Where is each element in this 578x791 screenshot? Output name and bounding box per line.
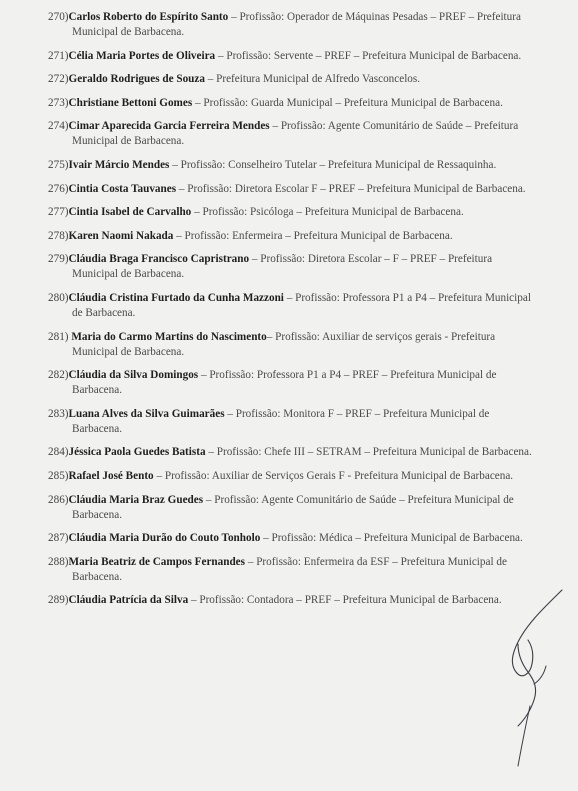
list-item [48, 555, 532, 585]
entry-number: 273) [48, 96, 69, 109]
entry-name: Cláudia Maria Braz Guedes [68, 493, 204, 506]
entry-details: – Profissão: Diretora Escolar F – PREF – Prefeitura Municipal de Barbacena. [176, 182, 526, 195]
entry-details: – Prefeitura Municipal de Alfredo Vasconcelos. [204, 73, 421, 86]
entry-number: 289) [48, 594, 69, 607]
entry-details: – Profissão: Professora P1 a P4 – PREF – Prefeitura Municipal de Barbacena. [72, 369, 497, 397]
list-item [48, 205, 532, 220]
list-item [48, 229, 532, 244]
entry-details: – Profissão: Diretora Escolar – F – PREF – Prefeitura Municipal de Barbacena. [72, 253, 493, 281]
entry-name: Luana Alves da Silva Guimarães [68, 407, 225, 420]
entry-number: 283) [48, 407, 69, 420]
entry-number: 285) [48, 469, 69, 482]
list-item [48, 368, 532, 398]
entry-name: Geraldo Rodrigues de Souza [68, 73, 205, 86]
entry-name: Cláudia da Silva Domingos [68, 369, 199, 382]
list-item [48, 182, 532, 197]
list-item [48, 252, 532, 282]
entry-name: Maria Beatriz de Campos Fernandes [68, 555, 246, 568]
list-item [48, 330, 532, 360]
entry-name: Maria do Carmo Martins do Nascimento [71, 330, 267, 343]
entry-details: – Profissão: Professora P1 a P4 – Prefeitura Municipal de Barbacena. [72, 291, 531, 319]
entry-details: – Profissão: Operador de Máquinas Pesadas – PREF – Prefeitura Municipal de Barbacena. [72, 11, 521, 38]
entry-details: – Profissão: Conselheiro Tutelar – Prefeitura Municipal de Ressaquinha. [169, 158, 497, 171]
entry-details: – Profissão: Psicóloga – Prefeitura Municipal de Barbacena. [191, 206, 464, 219]
entry-name: Carlos Roberto do Espírito Santo [68, 11, 229, 23]
entry-number: 281) [48, 330, 72, 343]
entry-number: 276) [48, 182, 69, 195]
list-item [48, 445, 532, 460]
list-item [48, 72, 532, 87]
entry-name: Ivair Márcio Mendes [68, 158, 170, 171]
list-item [48, 531, 532, 546]
entry-number: 277) [48, 206, 69, 219]
entry-number: 272) [48, 73, 69, 86]
entry-number: 270) [48, 11, 69, 23]
entry-number: 271) [48, 49, 69, 62]
entry-details: – Profissão: Guarda Municipal – Prefeitura Municipal de Barbacena. [192, 96, 503, 109]
entry-number: 284) [48, 446, 69, 459]
entry-details: – Profissão: Enfermeira da ESF – Prefeitura Municipal de Barbacena. [72, 555, 507, 583]
list-item [48, 96, 532, 111]
entry-number: 279) [48, 253, 69, 266]
signature-stroke [518, 706, 530, 766]
entry-number: 282) [48, 369, 69, 382]
entry-name: Rafael José Bento [68, 469, 154, 482]
entry-name: Cláudia Braga Francisco Capristrano [68, 253, 250, 266]
entry-name: Cimar Aparecida Garcia Ferreira Mendes [68, 120, 270, 133]
entry-details: – Profissão: Servente – PREF – Prefeitura Municipal de Barbacena. [215, 49, 522, 62]
entry-name: Cintia Costa Tauvanes [68, 182, 177, 195]
entry-list [48, 10, 532, 617]
list-item [48, 158, 532, 173]
entry-name: Christiane Bettoni Gomes [68, 96, 193, 109]
entry-name: Cláudia Patrícia da Silva [68, 594, 189, 607]
entry-name: Jéssica Paola Guedes Batista [68, 446, 206, 459]
entry-details: – Profissão: Contadora – PREF – Prefeitura Municipal de Barbacena. [188, 594, 502, 607]
list-item [48, 10, 532, 40]
entry-number: 274) [48, 120, 69, 133]
signature-stroke [534, 666, 546, 684]
entry-number: 287) [48, 532, 69, 545]
list-item [48, 49, 532, 64]
entry-name: Célia Maria Portes de Oliveira [68, 49, 216, 62]
entry-number: 275) [48, 158, 69, 171]
signature-stroke [518, 644, 536, 726]
entry-details: – Profissão: Médica – Prefeitura Municipal de Barbacena. [260, 532, 523, 545]
list-item [48, 119, 532, 149]
list-item [48, 493, 532, 523]
entry-details: – Profissão: Agente Comunitário de Saúde – Prefeitura Municipal de Barbacena. [72, 120, 519, 148]
entry-details: – Profissão: Auxiliar de serviços gerais - Prefeitura Municipal de Barbacena. [72, 330, 496, 358]
entry-name: Cintia Isabel de Carvalho [68, 206, 192, 219]
entry-details: – Profissão: Monitora F – PREF – Prefeitura Municipal de Barbacena. [72, 407, 490, 435]
entry-number: 288) [48, 555, 69, 568]
entry-details: – Profissão: Enfermeira – Prefeitura Municipal de Barbacena. [173, 229, 453, 242]
list-item [48, 593, 532, 608]
list-item [48, 407, 532, 437]
entry-name: Cláudia Cristina Furtado da Cunha Mazzoni [68, 291, 284, 304]
list-item [48, 469, 532, 484]
entry-details: – Profissão: Chefe III – SETRAM – Prefeitura Municipal de Barbacena. [205, 446, 532, 459]
entry-number: 278) [48, 229, 69, 242]
entry-name: Cláudia Maria Durão do Couto Tonholo [68, 532, 261, 545]
entry-number: 280) [48, 291, 69, 304]
entry-number: 286) [48, 493, 69, 506]
list-item [48, 291, 532, 321]
entry-details: – Profissão: Agente Comunitário de Saúde – Prefeitura Municipal de Barbacena. [72, 493, 514, 521]
entry-details: – Profissão: Auxiliar de Serviços Gerais F - Prefeitura Municipal de Barbacena. [153, 469, 514, 482]
entry-name: Karen Naomi Nakada [68, 229, 174, 242]
